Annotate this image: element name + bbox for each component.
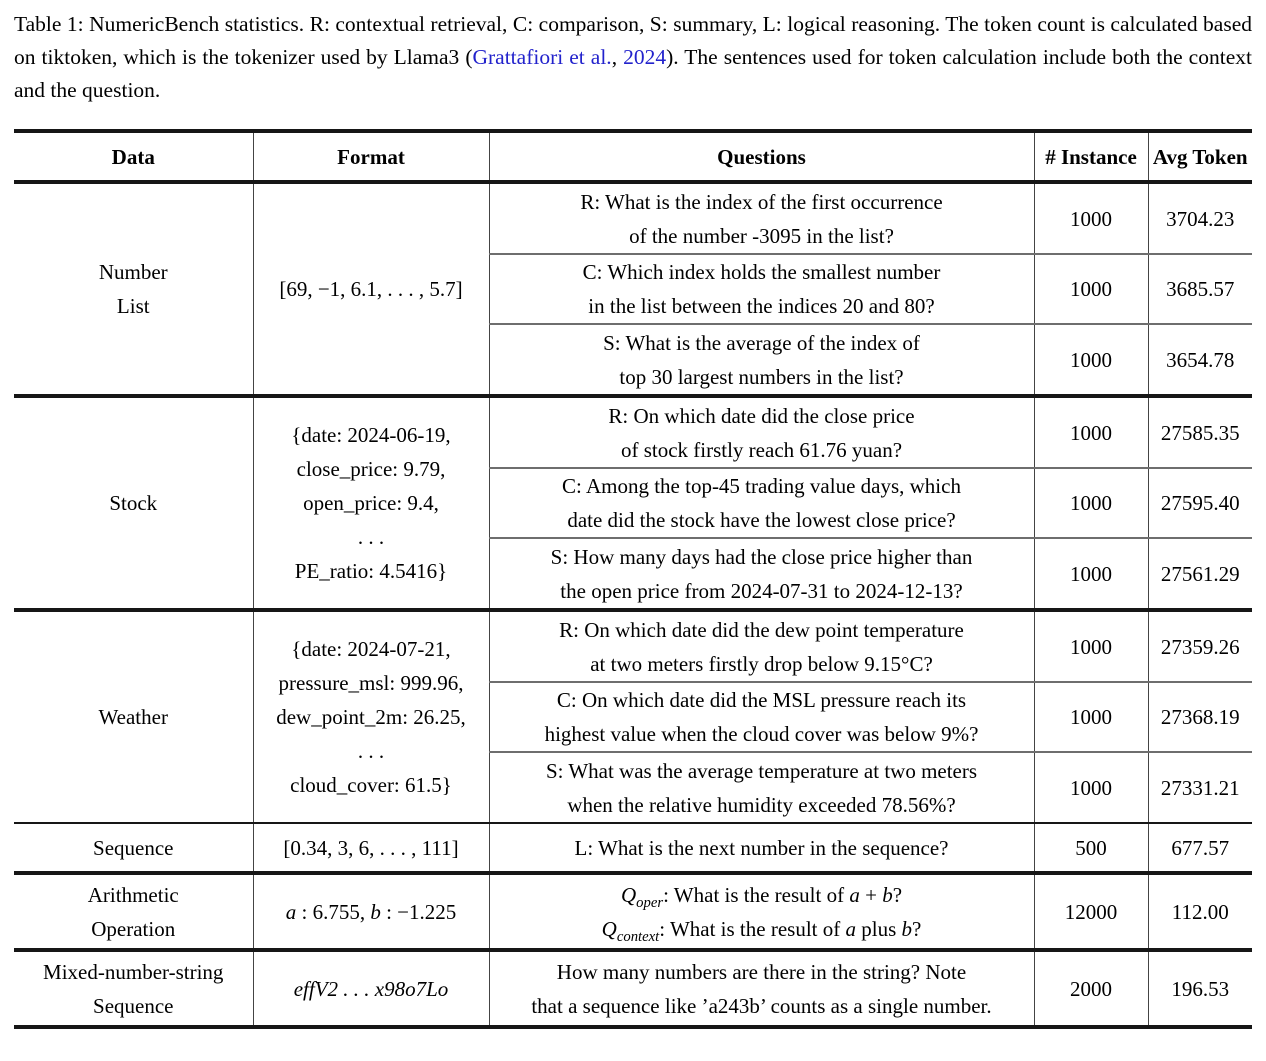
question-cell <box>489 875 1034 948</box>
data-name-line: Operation <box>91 916 176 941</box>
data-name-line: Stock <box>109 491 158 515</box>
question-line: R: What is the index of the first occurrence <box>580 189 943 214</box>
data-cell <box>14 875 253 948</box>
instance-cell: 1000 <box>1034 468 1148 538</box>
avg-token-cell: 3685.57 <box>1148 254 1252 324</box>
format-line: PE_ratio: 4.5416} <box>294 559 448 583</box>
question-text: ? <box>912 916 922 941</box>
format-cell <box>253 824 489 871</box>
format-line: . . . <box>357 525 385 549</box>
question-cell <box>489 752 1034 822</box>
question-line <box>490 878 1034 912</box>
format-text: : 6.755, <box>296 899 371 924</box>
data-name-line: Mixed-number-string <box>43 959 224 984</box>
question-cell <box>489 468 1034 538</box>
instance-cell: 1000 <box>1034 538 1148 608</box>
question-cell <box>489 952 1034 1025</box>
question-cell <box>489 184 1034 254</box>
question-line: S: How many days had the close price higher than <box>550 544 973 569</box>
question-line: C: Among the top-45 trading value days, which <box>562 474 961 498</box>
col-header-questions: Questions <box>489 133 1034 180</box>
math-var-a: a <box>845 916 856 941</box>
avg-token-cell: 3654.78 <box>1148 324 1252 394</box>
instance-cell: 1000 <box>1034 752 1148 822</box>
format-line: {date: 2024-06-19, <box>291 423 451 447</box>
data-cell <box>14 824 253 871</box>
format-line: dew_point_2m: 26.25, <box>276 705 466 729</box>
table-row <box>14 184 1252 254</box>
data-name-line: Sequence <box>93 835 174 860</box>
format-line: cloud_cover: 61.5} <box>290 773 452 797</box>
question-cell <box>489 612 1034 682</box>
format-cell <box>253 612 489 822</box>
instance-cell: 500 <box>1034 824 1148 871</box>
format-cell <box>253 184 489 394</box>
math-var-a: a <box>849 882 860 907</box>
avg-token-cell: 677.57 <box>1148 824 1252 871</box>
format-line: . . . <box>357 739 385 763</box>
data-name-line: Arithmetic <box>87 882 179 907</box>
question-cell <box>489 824 1034 871</box>
caption-text-before: Table 1: NumericBench statistics. R: contextual retrieval, C: comparison, S: summary, L: logical reasoning. The token count is calculated based on tiktoken, which is the tokenizer used by Llama3 ( <box>14 12 1252 69</box>
question-cell <box>489 398 1034 468</box>
question-line: of the number -3095 in the list? <box>629 223 894 248</box>
question-line: that a sequence like ’a243b’ counts as a single number. <box>531 993 992 1018</box>
table-row <box>14 875 1252 948</box>
math-q-subscript: oper <box>636 894 664 911</box>
caption-cite-separator: , <box>611 45 624 69</box>
question-line: date did the stock have the lowest close price? <box>567 508 956 532</box>
citation-link-authors[interactable]: Grattafiori et al. <box>472 45 612 69</box>
instance-cell: 2000 <box>1034 952 1148 1025</box>
data-cell <box>14 184 253 394</box>
math-q-subscript: context <box>616 928 660 945</box>
data-name-line: Sequence <box>93 993 174 1018</box>
format-cell <box>253 875 489 948</box>
math-var-b: b <box>370 899 381 924</box>
instance-cell: 1000 <box>1034 682 1148 752</box>
question-text: : What is the result of <box>663 882 850 907</box>
format-line: {date: 2024-07-21, <box>291 637 451 661</box>
question-text: plus <box>855 916 902 941</box>
instance-cell: 1000 <box>1034 184 1148 254</box>
avg-token-cell: 27595.40 <box>1148 468 1252 538</box>
format-line: open_price: 9.4, <box>303 491 439 515</box>
col-header-data: Data <box>111 144 155 169</box>
question-line: S: What is the average of the index of <box>603 330 920 355</box>
instance-cell: 12000 <box>1034 875 1148 948</box>
format-line <box>254 895 489 929</box>
math-var-a: a <box>285 899 297 924</box>
data-name-line: Number <box>98 260 168 284</box>
question-line: the open price from 2024-07-31 to 2024-12-13? <box>560 578 963 603</box>
table-row <box>14 952 1252 1025</box>
question-line <box>490 912 1034 946</box>
data-cell <box>14 952 253 1025</box>
format-line: [69, −1, 6.1, . . . , 5.7] <box>279 277 463 301</box>
math-q-symbol: Q <box>601 916 617 941</box>
question-line: L: What is the next number in the sequence? <box>574 835 949 860</box>
question-text: ? <box>892 882 903 907</box>
instance-cell: 1000 <box>1034 324 1148 394</box>
data-name-line: List <box>116 294 150 318</box>
format-line: pressure_msl: 999.96, <box>278 671 464 695</box>
question-line: of stock firstly reach 61.76 yuan? <box>620 437 903 462</box>
avg-token-cell: 27368.19 <box>1148 682 1252 752</box>
col-header-avg-token: Avg Token <box>1148 133 1252 180</box>
avg-token-cell: 27359.26 <box>1148 612 1252 682</box>
math-var-b: b <box>882 882 893 907</box>
question-line: at two meters firstly drop below 9.15°C? <box>590 651 933 676</box>
avg-token-cell: 27561.29 <box>1148 538 1252 608</box>
col-header-instances: # Instance <box>1034 133 1148 180</box>
format-line: [0.34, 3, 6, . . . , 111] <box>283 835 459 860</box>
instance-cell: 1000 <box>1034 612 1148 682</box>
format-cell <box>253 952 489 1025</box>
data-cell <box>14 612 253 822</box>
avg-token-cell: 196.53 <box>1148 952 1252 1025</box>
format-text: : −1.225 <box>380 899 457 924</box>
question-cell <box>489 682 1034 752</box>
math-var-b: b <box>901 916 912 941</box>
col-header-format: Format <box>253 133 489 180</box>
question-line: highest value when the cloud cover was below 9%? <box>544 722 979 746</box>
numericbench-table <box>14 129 1252 1029</box>
table-caption <box>14 8 1252 107</box>
format-cell <box>253 398 489 608</box>
table-row <box>14 612 1252 682</box>
avg-token-cell: 27585.35 <box>1148 398 1252 468</box>
avg-token-cell: 27331.21 <box>1148 752 1252 822</box>
citation-link-year[interactable]: 2024 <box>623 45 667 69</box>
table-rule-bottom <box>14 1025 1252 1029</box>
instance-cell: 1000 <box>1034 398 1148 468</box>
question-line: in the list between the indices 20 and 80? <box>588 294 935 318</box>
question-line: R: On which date did the dew point temperature <box>559 617 964 642</box>
format-line: effV2 . . . x98o7Lo <box>293 976 449 1001</box>
question-line: S: What was the average temperature at two meters <box>545 758 978 783</box>
question-cell <box>489 324 1034 394</box>
format-line: close_price: 9.79, <box>296 457 446 481</box>
table-row <box>14 824 1252 871</box>
avg-token-cell: 112.00 <box>1148 875 1252 948</box>
question-cell <box>489 254 1034 324</box>
data-name-line: Weather <box>98 705 168 729</box>
table-row <box>14 398 1252 468</box>
math-q-symbol: Q <box>620 882 637 907</box>
caption-text-after: ). The sentences used for token calculation include both the context and the question. <box>14 45 1252 102</box>
question-text: : What is the result of <box>659 916 846 941</box>
question-text: + <box>859 882 883 907</box>
avg-token-cell: 3704.23 <box>1148 184 1252 254</box>
question-line: C: Which index holds the smallest number <box>582 260 941 284</box>
question-line: R: On which date did the close price <box>608 403 915 428</box>
question-line: top 30 largest numbers in the list? <box>619 364 904 389</box>
data-cell <box>14 398 253 608</box>
question-line: C: On which date did the MSL pressure reach its <box>556 688 967 712</box>
double-rule <box>14 1025 1252 1029</box>
question-line: when the relative humidity exceeded 78.56%? <box>567 792 956 817</box>
header-row <box>14 133 1252 180</box>
instance-cell: 1000 <box>1034 254 1148 324</box>
question-line: How many numbers are there in the string? Note <box>556 959 967 984</box>
question-cell <box>489 538 1034 608</box>
